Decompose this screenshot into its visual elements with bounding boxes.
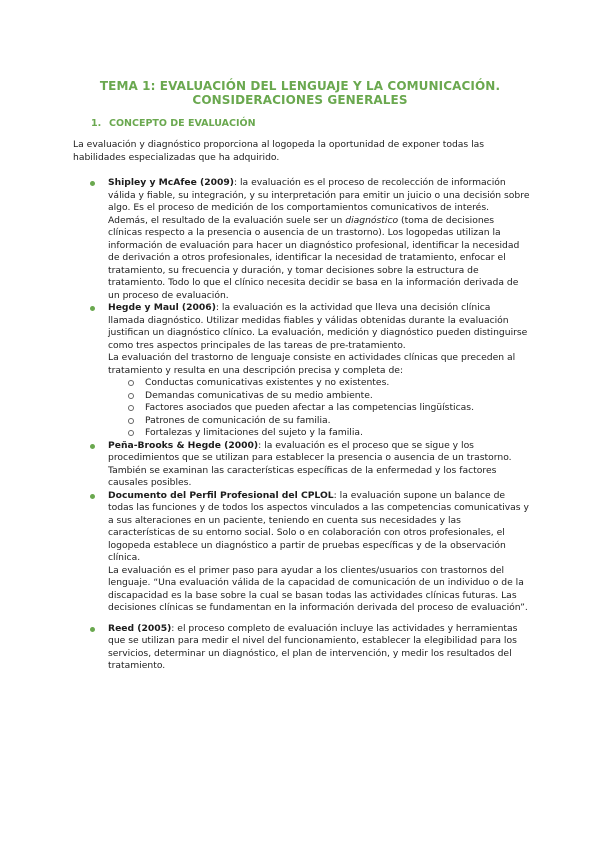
item-text: : la evaluación es el proceso que se sigue y los procedimientos que se utilizan para establecer la presencia o ausencia de un trastorno. También se examinan las características específicas de la enfermedad y los factores causales posibles. xyxy=(108,439,512,488)
sublist-item xyxy=(128,415,530,428)
sublist-item-text: Fortalezas y limitaciones del sujeto y la familia. xyxy=(145,427,363,438)
document-title: TEMA 1: EVALUACIÓN DEL LENGUAJE Y LA COMUNICACIÓN. CONSIDERACIONES GENERALES xyxy=(99,79,501,107)
author-name: Documento del Perfil Profesional del CPLOL xyxy=(108,489,334,501)
author-name: Peña-Brooks & Hegde (2000) xyxy=(108,439,259,451)
list-item-shipley xyxy=(90,177,530,302)
item-emphasis: diagnóstico xyxy=(345,214,399,226)
item-text: : el proceso completo de evaluación incluye las actividades y herramientas que se utilizan para medir el nivel del funcionamiento, establecer la elegibilidad para los servicios, determinar un diagnóstico, el plan de intervención, y medir los resultados del tratamiento. xyxy=(108,622,518,671)
item-text: : la evaluación supone un balance de todas las funciones y de todos los aspectos vinculados a las competencias comunicativas y a sus alteraciones en un paciente, teniendo en cuenta sus necesidades y las características de su entorno social. Solo o en colaboración con otros profesionales, el logopeda establece un diagnóstico a partir de pruebas específicas y de la observación clínica. xyxy=(108,489,529,563)
author-name: Hegde y Maul (2006) xyxy=(108,302,216,313)
circle-bullet-icon xyxy=(128,405,134,411)
sublist-item xyxy=(128,390,530,403)
bullet-icon xyxy=(90,444,95,449)
item-text: : la evaluación es el proceso de recolección de información válida y fiable, su integración, y su interpretación para emitir un juicio o una decisión sobre algo. Es el proceso de medición de los comportamientos comunicativos de interés. Además, el resultado de la evaluación suele ser un xyxy=(108,177,530,226)
circle-bullet-icon xyxy=(128,380,134,386)
author-name: Reed (2005) xyxy=(108,622,172,634)
sublist-item xyxy=(128,402,530,415)
bullet-icon xyxy=(90,494,95,499)
list-item-reed xyxy=(90,623,530,673)
item-paragraph: La evaluación del trastorno de lenguaje consiste en actividades clínicas que preceden al tratamiento y resulta en una descripción precisa y completa de: xyxy=(108,352,516,376)
bullet-icon xyxy=(90,627,95,632)
sublist-item-text: Demandas comunicativas de su medio ambiente. xyxy=(145,389,373,401)
sublist-container xyxy=(90,377,530,440)
sublist xyxy=(90,377,530,440)
bullet-icon xyxy=(90,181,95,186)
sublist-item-text: Factores asociados que pueden afectar a las competencias lingüísticas. xyxy=(145,402,475,413)
intro-paragraph: La evaluación y diagnóstico proporciona al logopeda la oportunidad de exponer todas las habilidades especializadas que ha adquirido. xyxy=(73,139,485,163)
sublist-item-text: Conductas comunicativas existentes y no existentes. xyxy=(145,377,390,388)
circle-bullet-icon xyxy=(128,430,134,436)
circle-bullet-icon xyxy=(128,418,134,424)
definitions-list xyxy=(90,177,530,673)
circle-bullet-icon xyxy=(128,393,134,399)
list-item-hegde-maul xyxy=(90,302,530,377)
bullet-icon xyxy=(90,306,95,311)
section-label: CONCEPTO DE EVALUACIÓN xyxy=(109,118,256,129)
list-spacer xyxy=(90,615,530,623)
section-heading xyxy=(91,118,256,130)
item-paragraph: La evaluación es el primer paso para ayudar a los clientes/usuarios con trastornos del lenguaje. “Una evaluación válida de la capacidad de comunicación de un individuo o de la discapacidad es la base sobre la cual se basan todas las actividades clínicas futuras. Las decisiones clínicas se fundamentan en la información derivada del proceso de evaluación”. xyxy=(108,564,528,613)
sublist-item-text: Patrones de comunicación de su familia. xyxy=(145,414,331,426)
author-name: Shipley y McAfee (2009) xyxy=(108,177,234,188)
list-item-pena-brooks xyxy=(90,440,530,490)
sublist-item xyxy=(128,377,530,390)
item-text: (toma de decisiones clínicas respecto a la presencia o ausencia de un trastorno). Los logopedas utilizan la información de evaluación para hacer un diagnóstico profesional, identificar la necesidad de derivación a otros profesionales, identificar la necesidad de tratamiento, enfocar el tratamiento, su frecuencia y duración, y tomar decisiones sobre la estructura de tratamiento. Todo lo que el clínico necesita decidir se basa en la información derivada de un proceso de evaluación. xyxy=(108,214,520,301)
item-text: : la evaluación es la actividad que lleva una decisión clínica llamada diagnóstico. Utilizar medidas fiables y válidas obtenidas durante la evaluación justifican un diagnóstico clínico. La evaluación, medición y diagnóstico pueden distinguirse como tres aspectos principales de las tareas de pre-tratamiento. xyxy=(108,302,528,351)
sublist-item xyxy=(128,427,530,440)
section-number: 1. xyxy=(91,118,102,129)
list-item-cplol xyxy=(90,490,530,615)
